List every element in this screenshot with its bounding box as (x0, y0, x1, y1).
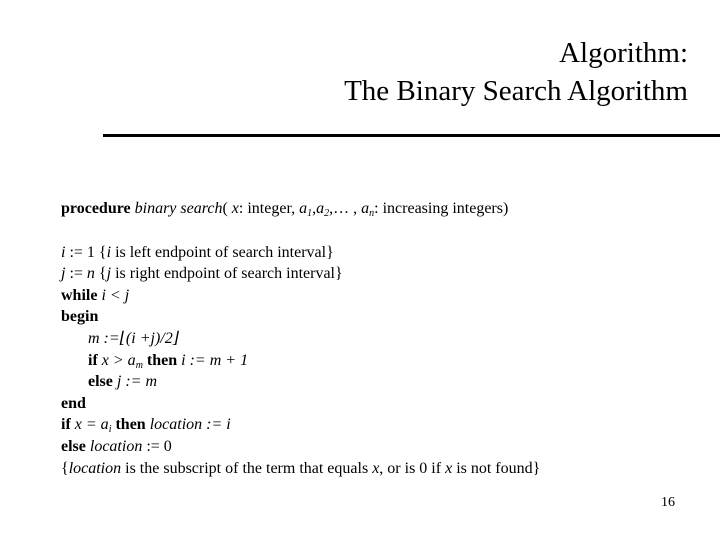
var-j: j (61, 265, 66, 283)
stmt-i-update: i := m + 1 (177, 351, 249, 369)
subscript-n: n (369, 208, 375, 219)
subscript-1: 1 (307, 208, 313, 219)
param-a-type: : increasing integers) (374, 200, 509, 217)
slide-title (88, 34, 688, 110)
while-condition: i < j (97, 286, 130, 304)
comment-open-2: { (94, 265, 107, 283)
procedure-signature (61, 198, 701, 220)
then-keyword-2: then (111, 416, 146, 434)
procedure-keyword: procedure (61, 200, 131, 217)
assign-1: := 1 { (65, 243, 107, 261)
paren-open: ( (222, 200, 232, 217)
title-line-1: Algorithm: (559, 37, 688, 69)
separator-comma: , (312, 200, 317, 217)
ellipsis: ,… , (329, 200, 362, 217)
end-keyword: end (61, 394, 86, 412)
comment-1: is left endpoint of search interval} (111, 243, 334, 261)
page-number: 16 (661, 495, 675, 510)
condition-x-gt-a: x > a (97, 351, 136, 369)
code-line-begin (61, 306, 701, 328)
code-line-init-i (61, 242, 701, 264)
var-i: i (61, 243, 66, 261)
comment-var-x2: x (445, 459, 453, 477)
else-keyword-2: else (61, 437, 86, 455)
val-n: n (86, 265, 95, 283)
subscript-m: m (135, 359, 143, 371)
code-line-init-j (61, 263, 701, 285)
param-a1: a (299, 200, 308, 217)
pseudocode-block (61, 198, 701, 479)
comment-3a: is the subscript of the term that equals (121, 459, 373, 477)
comment-var-location: location (68, 459, 122, 477)
code-line-else-j (61, 371, 701, 393)
code-line-while (61, 285, 701, 307)
code-line-midpoint (61, 328, 701, 350)
assign-2: := (65, 265, 87, 283)
code-line-comment (61, 458, 701, 480)
procedure-name: binary search (134, 200, 223, 217)
code-line-else-location (61, 436, 701, 458)
stmt-j-update: j := m (112, 373, 157, 391)
param-an: a (361, 200, 370, 217)
param-a2: a (316, 200, 325, 217)
begin-keyword: begin (61, 308, 99, 326)
comment-3b: , or is 0 if (379, 459, 446, 477)
code-line-end (61, 393, 701, 415)
code-line-if-equal (61, 414, 701, 436)
condition-x-eq-a: x = a (70, 416, 109, 434)
title-divider (103, 134, 720, 137)
subscript-i: i (108, 424, 112, 436)
else-keyword: else (88, 373, 113, 391)
comment-2: is right endpoint of search interval} (111, 265, 343, 283)
comment-3c: is not found} (452, 459, 541, 477)
if-keyword: if (88, 351, 98, 369)
midpoint-expression: m :=⌊(i +j)/2⌋ (88, 329, 179, 347)
subscript-2: 2 (324, 208, 330, 219)
comment-var-j: j (106, 265, 112, 283)
comment-var-i: i (106, 243, 112, 261)
comment-open-3: { (61, 459, 69, 477)
stmt-location-i: location := i (145, 416, 231, 434)
code-line-if-greater (61, 350, 701, 372)
while-keyword: while (61, 286, 98, 304)
param-x-type: : integer, (238, 200, 300, 217)
var-location: location (85, 437, 143, 455)
then-keyword: then (142, 351, 178, 369)
title-line-2: The Binary Search Algorithm (344, 75, 688, 107)
comment-var-x1: x (372, 459, 380, 477)
param-x: x (231, 200, 239, 217)
stmt-location-zero: := 0 (142, 437, 172, 455)
if-keyword-2: if (61, 416, 71, 434)
